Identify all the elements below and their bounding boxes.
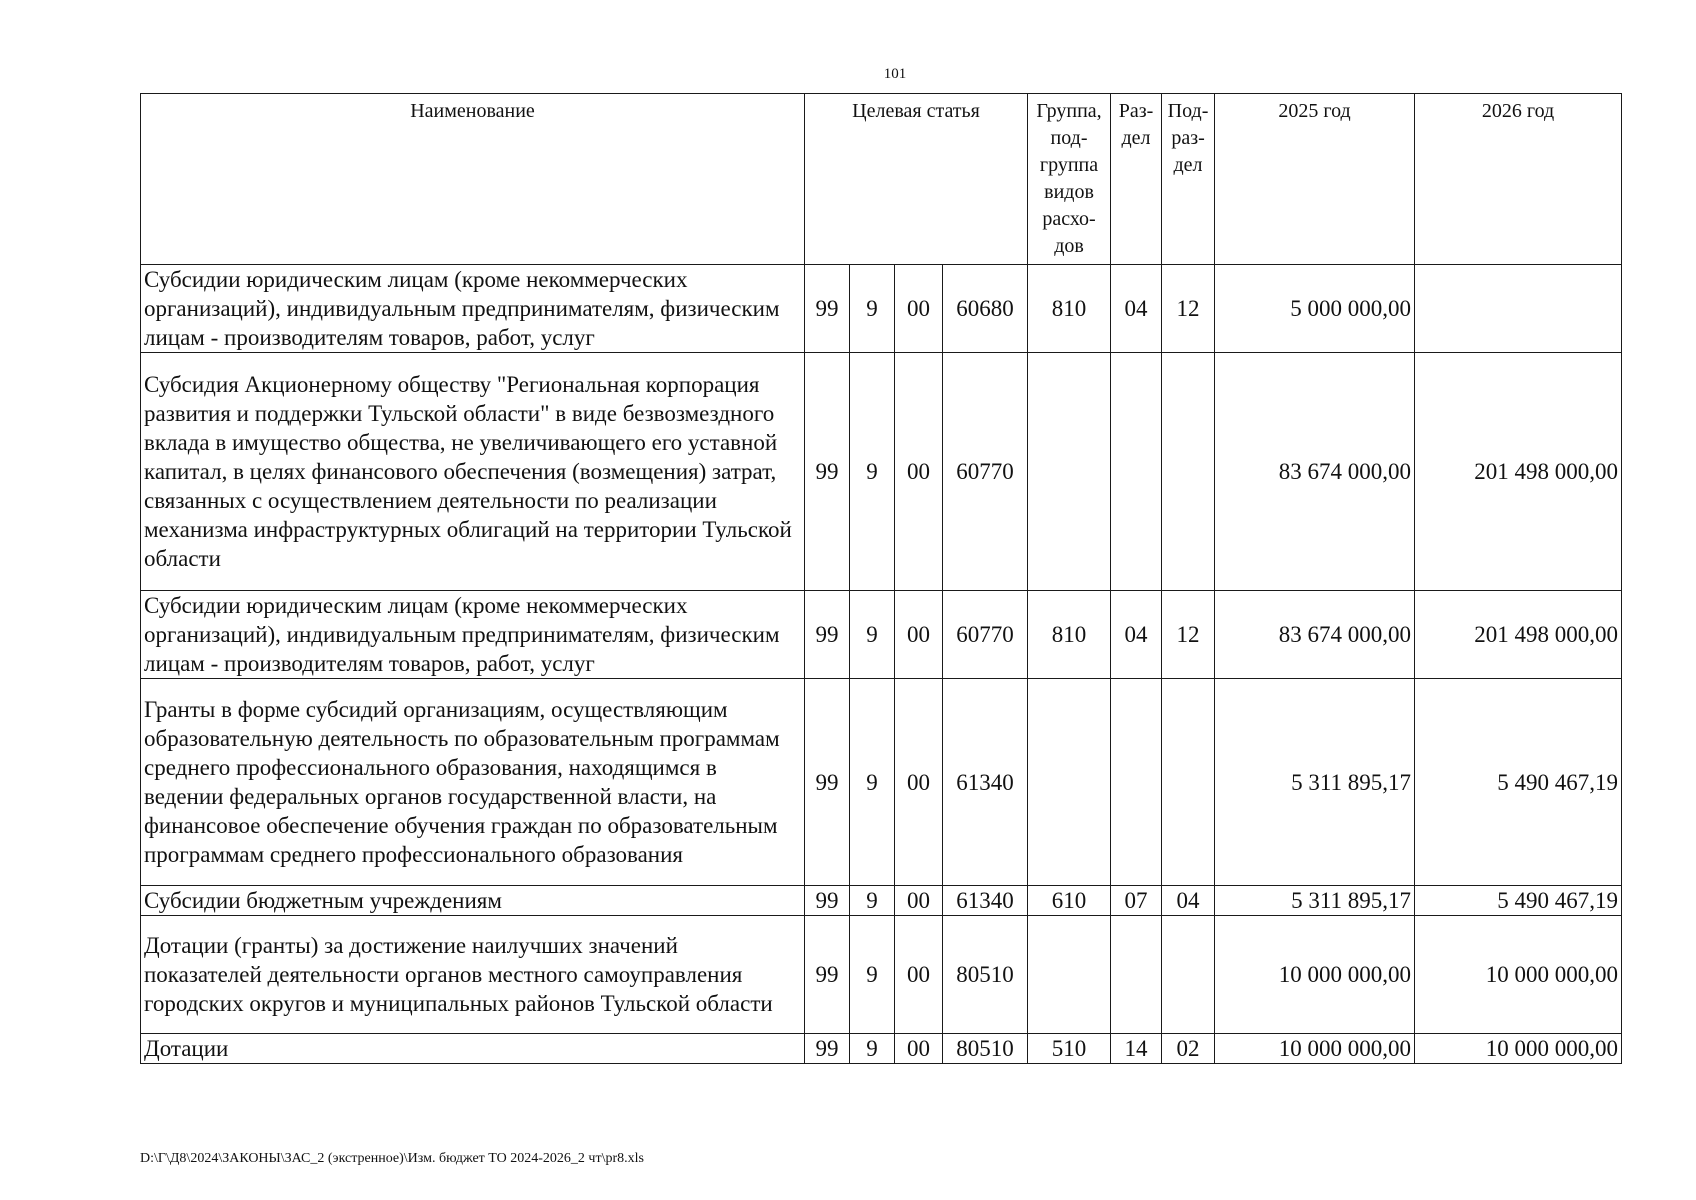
row-name: Дотации (гранты) за достижение наилучших значений показателей деятельности органов местного самоуправления городских округов и муниципальных районов Тульской области — [141, 916, 805, 1034]
subsection — [1162, 916, 1215, 1034]
amount-2025: 5 311 895,17 — [1215, 886, 1415, 916]
header-2026: 2026 год — [1415, 94, 1622, 265]
row-name: Субсидии юридическим лицам (кроме некоммерческих организаций), индивидуальным предпринимателям, физическим лицам - производителям товаров, работ, услуг — [141, 265, 805, 353]
code-program: 99 — [805, 591, 850, 679]
section — [1111, 679, 1162, 886]
header-2025: 2025 год — [1215, 94, 1415, 265]
subsection — [1162, 353, 1215, 591]
row-name: Субсидии юридическим лицам (кроме некоммерческих организаций), индивидуальным предпринимателям, физическим лицам - производителям товаров, работ, услуг — [141, 591, 805, 679]
section: 07 — [1111, 886, 1162, 916]
expense-group: 610 — [1028, 886, 1111, 916]
amount-2025: 5 311 895,17 — [1215, 679, 1415, 886]
table-body — [141, 265, 1622, 1064]
code-subprogram: 9 — [850, 265, 895, 353]
subsection: 12 — [1162, 265, 1215, 353]
amount-2026: 5 490 467,19 — [1415, 679, 1622, 886]
amount-2025: 10 000 000,00 — [1215, 1034, 1415, 1064]
code-event: 00 — [895, 1034, 943, 1064]
expense-group: 810 — [1028, 591, 1111, 679]
header-group — [1028, 94, 1111, 265]
code-program: 99 — [805, 886, 850, 916]
file-path-footer: D:\Г\Д8\2024\ЗАКОНЫ\ЗАС_2 (экстренное)\Изм. бюджет ТО 2024-2026_2 чт\pr8.xls — [140, 1151, 644, 1166]
amount-2026 — [1415, 265, 1622, 353]
code-subprogram: 9 — [850, 886, 895, 916]
page-number: 101 — [883, 66, 907, 82]
code-program: 99 — [805, 679, 850, 886]
code-subprogram: 9 — [850, 353, 895, 591]
table-header — [141, 94, 1622, 265]
expense-group — [1028, 353, 1111, 591]
row-name: Субсидии бюджетным учреждениям — [141, 886, 805, 916]
section: 04 — [1111, 265, 1162, 353]
code-direction: 80510 — [943, 1034, 1028, 1064]
code-subprogram: 9 — [850, 1034, 895, 1064]
amount-2025: 10 000 000,00 — [1215, 916, 1415, 1034]
amount-2026: 5 490 467,19 — [1415, 886, 1622, 916]
code-program: 99 — [805, 265, 850, 353]
header-name: Наименование — [141, 94, 805, 265]
code-program: 99 — [805, 1034, 850, 1064]
row-name: Дотации — [141, 1034, 805, 1064]
row-name: Субсидия Акционерному обществу "Региональная корпорация развития и поддержки Тульской области" в виде безвозмездного вклада в имущество общества, не увеличивающего его уставной капитал, в целях финансового обеспечения (возмещения) затрат, связанных с осуществлением деятельности по реализации механизма инфраструктурных облигаций на территории Тульской области — [141, 353, 805, 591]
amount-2025: 83 674 000,00 — [1215, 591, 1415, 679]
table-row — [141, 1034, 1622, 1064]
code-event: 00 — [895, 353, 943, 591]
code-direction: 60770 — [943, 591, 1028, 679]
table-row — [141, 353, 1622, 591]
code-event: 00 — [895, 886, 943, 916]
code-direction: 60680 — [943, 265, 1028, 353]
code-program: 99 — [805, 916, 850, 1034]
expense-group — [1028, 679, 1111, 886]
amount-2026: 10 000 000,00 — [1415, 1034, 1622, 1064]
row-name: Гранты в форме субсидий организациям, осуществляющим образовательную деятельность по образовательным программам среднего профессионального образования, находящимся в ведении федеральных органов государственной власти, на финансовое обеспечение обучения граждан по образовательным программам среднего профессионального образования — [141, 679, 805, 886]
section: 04 — [1111, 591, 1162, 679]
table-row — [141, 916, 1622, 1034]
code-direction: 61340 — [943, 679, 1028, 886]
code-subprogram: 9 — [850, 679, 895, 886]
amount-2025: 5 000 000,00 — [1215, 265, 1415, 353]
code-direction: 60770 — [943, 353, 1028, 591]
table-row — [141, 265, 1622, 353]
budget-table — [140, 93, 1622, 1064]
amount-2026: 201 498 000,00 — [1415, 353, 1622, 591]
code-subprogram: 9 — [850, 916, 895, 1034]
code-event: 00 — [895, 591, 943, 679]
expense-group — [1028, 916, 1111, 1034]
table-row — [141, 679, 1622, 886]
header-subsection — [1162, 94, 1215, 265]
header-target-article: Целевая статья — [805, 94, 1028, 265]
section — [1111, 353, 1162, 591]
header-group-text: Группа, под-группа видов расхо-дов — [1036, 100, 1102, 257]
expense-group: 810 — [1028, 265, 1111, 353]
code-event: 00 — [895, 679, 943, 886]
header-subsection-text: Под-раз-дел — [1167, 100, 1209, 176]
subsection — [1162, 679, 1215, 886]
amount-2025: 83 674 000,00 — [1215, 353, 1415, 591]
code-program: 99 — [805, 353, 850, 591]
section — [1111, 916, 1162, 1034]
subsection: 12 — [1162, 591, 1215, 679]
header-section-text: Раз-дел — [1118, 100, 1154, 149]
amount-2026: 10 000 000,00 — [1415, 916, 1622, 1034]
code-event: 00 — [895, 265, 943, 353]
code-direction: 61340 — [943, 886, 1028, 916]
section: 14 — [1111, 1034, 1162, 1064]
expense-group: 510 — [1028, 1034, 1111, 1064]
table-row — [141, 591, 1622, 679]
code-direction: 80510 — [943, 916, 1028, 1034]
table-row — [141, 886, 1622, 916]
code-event: 00 — [895, 916, 943, 1034]
header-section — [1111, 94, 1162, 265]
code-subprogram: 9 — [850, 591, 895, 679]
subsection: 04 — [1162, 886, 1215, 916]
subsection: 02 — [1162, 1034, 1215, 1064]
amount-2026: 201 498 000,00 — [1415, 591, 1622, 679]
